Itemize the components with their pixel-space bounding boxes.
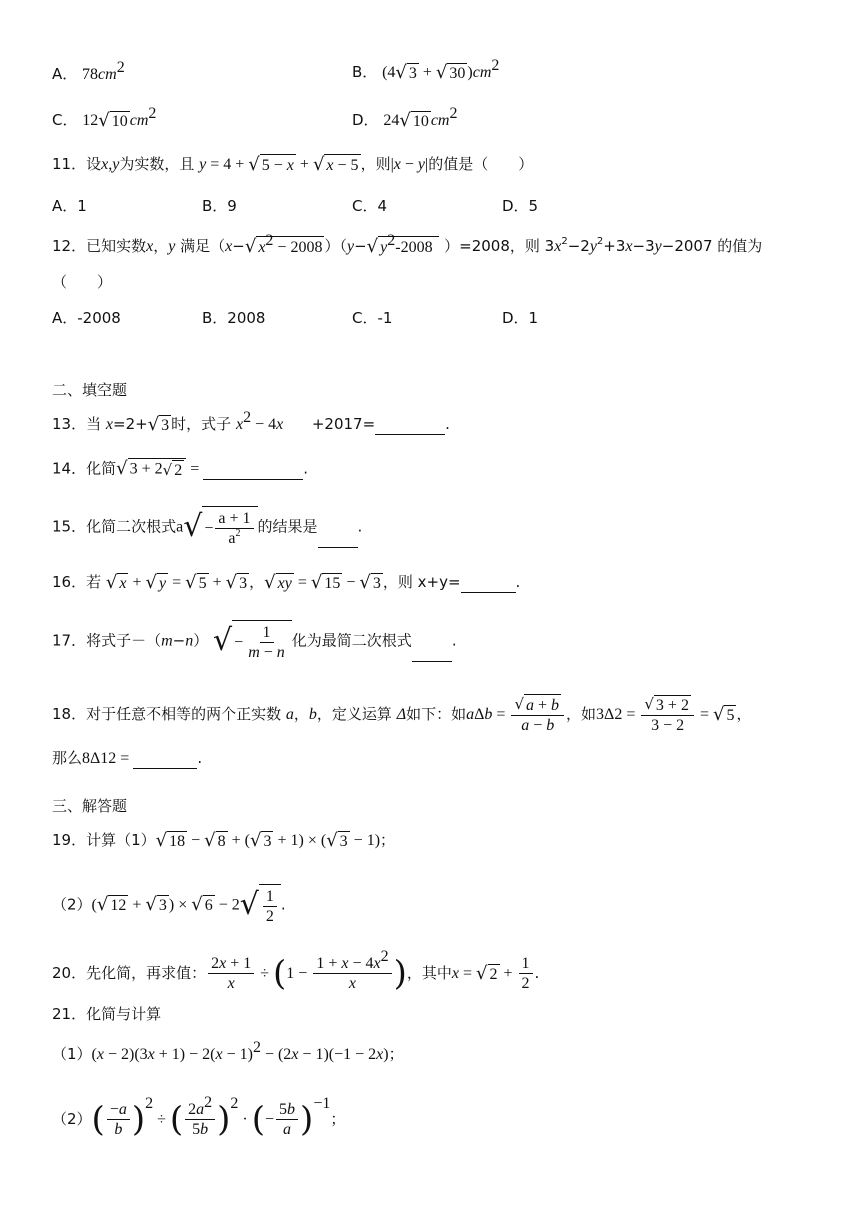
- q10-option-b: B． (4√ 3 + √ 30 )$cm^2$: [352, 57, 500, 83]
- question-13: 13．当 x=2+√ 3 时，式子 $x^2 - 4x$ +2017= .: [52, 409, 450, 435]
- q12-option-b: B．2008: [202, 309, 266, 327]
- section-fill-in: 二、填空题: [52, 381, 128, 399]
- question-18-line2: 那么8Δ12 = .: [52, 749, 203, 767]
- question-17: 17．将式子－（m−n） √ − $\frac{1}{m - n}$ 化为最简二次根式 .: [52, 620, 457, 662]
- question-12: 12．已知实数x，y 满足（x−√ $x^2 - 2008$ ）（y−√ $y^2-2008$ ）=2008，则 $3x^2-2y^2+3x-3y-2007$ 的值为: [52, 232, 763, 257]
- question-14: 14．化简√ 3 + 2√ 2 = .: [52, 458, 308, 479]
- question-11: 11．设x,y为实数，且 y = 4 + √ 5 − x + √ x − 5 ，则|x − y|的值是（ ）: [52, 153, 534, 175]
- q11-option-b: B．9: [202, 197, 237, 215]
- q12-option-c: C．-1: [352, 309, 393, 327]
- question-15: 15．化简二次根式a√ − $\frac{a + 1}{a^2}$ 的结果是 .: [52, 506, 362, 548]
- q12-option-a: A．-2008: [52, 309, 121, 327]
- answer-blank[interactable]: [412, 661, 452, 662]
- question-19-part-2: （2）(√ 12 + √ 3 ) × √ 6 − 2√ $\frac{1}{2}$ .: [52, 884, 286, 926]
- question-12-paren: （ ）: [52, 273, 113, 291]
- question-19: 19．计算（1）√ 18 − √ 8 + (√ 3 + 1) × (√ 3 − 1)；: [52, 829, 396, 851]
- q10-option-d: D． 24√ 10 $cm^2$: [352, 105, 458, 131]
- answer-blank[interactable]: [318, 547, 358, 548]
- answer-blank[interactable]: [375, 434, 445, 435]
- answer-blank[interactable]: [133, 768, 197, 769]
- q10-option-a: A． $78cm^2$: [52, 59, 125, 83]
- question-16: 16．若 √ x + √ y = √ 5 + √ 3 ，√ xy = √ 15 − √ 3 ，则 x+y= .: [52, 571, 521, 593]
- q11-option-c: C．4: [352, 197, 388, 215]
- q11-option-d: D．5: [502, 197, 539, 215]
- q10-option-c: C． 12√ 10 $cm^2$: [52, 105, 157, 131]
- question-21: 21．化简与计算: [52, 1005, 162, 1023]
- section-solutions: 三、解答题: [52, 797, 128, 815]
- q11-option-a: A．1: [52, 197, 87, 215]
- answer-blank[interactable]: [203, 479, 303, 480]
- question-18: 18．对于任意不相等的两个正实数 a，b，定义运算 Δ如下：如aΔb = $\frac{√ a + b}{a - b}$ ，如3Δ2 = $\frac{√ 3 + 2}{3 - 2}$ = √ 5 ，: [52, 695, 752, 734]
- question-20: 20．先化简，再求值： $\frac{2x + 1}{x}$ ÷ (1 − $\frac{1 + x - 4x^2}{x}$ )，其中x = √ 2 + $\frac{1}{2}$ .: [52, 948, 540, 994]
- question-21-part-2: （2）( $\frac{-a}{b}$ )$^2$ ÷ ( $\frac{2a^2}{5b}$ )$^2$ · (− $\frac{5b}{a}$ )$^{-1}$；: [52, 1094, 346, 1140]
- question-21-part-1: $(1)(x - 2)(3x + 1) - 2(x - 1)^2 - (2x - 1)(-1 - 2x)$；: [52, 1039, 404, 1063]
- q12-option-d: D．1: [502, 309, 539, 327]
- answer-blank[interactable]: [461, 592, 516, 593]
